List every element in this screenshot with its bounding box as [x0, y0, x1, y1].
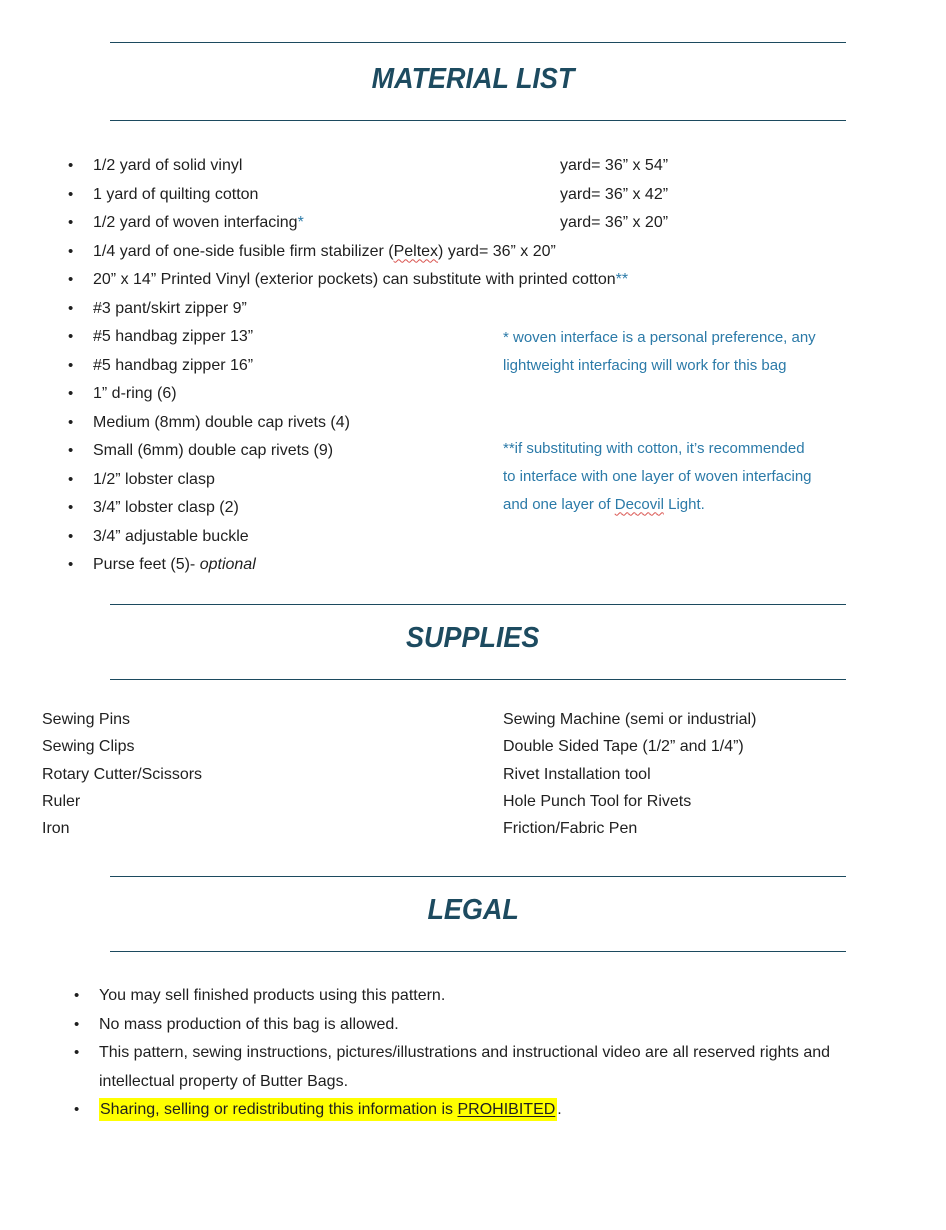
section-title-supplies	[0, 621, 946, 655]
legal-item: • You may sell finished products using this pattern.	[74, 982, 882, 1011]
divider-bottom-supplies	[110, 679, 846, 680]
supply-item: Rivet Installation tool	[503, 765, 651, 783]
list-item: • #5 handbag zipper 16”	[66, 352, 896, 381]
supplies-right-column	[503, 706, 943, 842]
section-title-legal	[0, 893, 946, 927]
legal-item: • No mass production of this bag is allowed.	[74, 1011, 882, 1040]
supply-item: Ruler	[42, 792, 81, 810]
list-item: • 3/4” adjustable buckle	[66, 523, 896, 552]
legal-item-highlighted	[74, 1096, 882, 1125]
note-line: lightweight interfacing will work for this bag	[503, 356, 787, 374]
list-item: • Small (6mm) double cap rivets (9)	[66, 437, 896, 466]
divider-top-supplies	[110, 604, 846, 605]
note-line: to interface with one layer of woven interfacing	[503, 467, 812, 485]
yardage-value: yard= 36” x 20”	[560, 214, 669, 231]
list-item: • 3/4” lobster clasp (2)	[66, 494, 896, 523]
spellcheck-word: Decovil	[614, 495, 664, 513]
section-title-legal-text: LEGAL	[427, 894, 519, 926]
divider-top-legal	[110, 876, 846, 877]
divider-bottom-material	[110, 120, 846, 121]
note-line: and one layer of Decovil Light.	[503, 495, 705, 513]
legal-list	[74, 982, 882, 1125]
footnote-mark: **	[615, 271, 629, 288]
legal-item: • This pattern, sewing instructions, pictures/illustrations and instructional video are all reserved rights and intellectual property of Butter Bags.	[74, 1039, 882, 1096]
highlighted-text: Sharing, selling or redistributing this information is PROHIBITED	[99, 1098, 557, 1121]
list-item: • 1/4 yard of one-side fusible firm stabilizer (Peltex) yard= 36” x 20”	[66, 238, 896, 267]
list-item: • 1/2” lobster clasp	[66, 466, 896, 495]
divider-bottom-legal	[110, 951, 846, 952]
list-item: • Purse feet (5)- optional	[66, 551, 896, 580]
supply-item: Friction/Fabric Pen	[503, 820, 638, 838]
note-woven-interface	[503, 324, 853, 380]
supplies-left-column	[42, 706, 482, 842]
list-item: • #3 pant/skirt zipper 9”	[66, 295, 896, 324]
list-item: • 20” x 14” Printed Vinyl (exterior pockets) can substitute with printed cotton**	[66, 266, 896, 295]
section-title-material-text: MATERIAL LIST	[371, 63, 575, 95]
list-item: • 1/2 yard of woven interfacing* yard= 36” x 20”	[66, 209, 896, 238]
list-item: • 1” d-ring (6)	[66, 380, 896, 409]
list-item: • 1 yard of quilting cotton yard= 36” x 42”	[66, 181, 896, 210]
yardage-value: yard= 36” x 54”	[560, 157, 669, 174]
yardage-value: yard= 36” x 42”	[560, 185, 669, 203]
list-item: • 1/2 yard of solid vinyl yard= 36” x 54”	[66, 152, 896, 181]
list-item: • #5 handbag zipper 13”	[66, 323, 896, 352]
supply-item: Iron	[42, 820, 70, 838]
supply-item: Double Sided Tape (1/2” and 1/4”)	[503, 738, 744, 756]
note-line: * woven interface is a personal preference, any	[503, 329, 816, 346]
spellcheck-word: Peltex	[393, 242, 439, 260]
supply-item: Sewing Pins	[42, 711, 131, 728]
supply-item: Rotary Cutter/Scissors	[42, 765, 203, 783]
supply-item: Sewing Machine (semi or industrial)	[503, 711, 757, 728]
note-line: **if substituting with cotton, it’s recommended	[503, 440, 805, 457]
footnote-mark: *	[297, 214, 304, 231]
divider-top-material	[110, 42, 846, 43]
prohibited-text: PROHIBITED	[457, 1101, 556, 1119]
note-cotton-substitute	[503, 435, 853, 518]
supply-item: Hole Punch Tool for Rivets	[503, 792, 692, 810]
section-title-material	[0, 62, 946, 96]
sentence-period: .	[557, 1101, 562, 1119]
supply-item: Sewing Clips	[42, 738, 135, 756]
section-title-supplies-text: SUPPLIES	[406, 622, 540, 654]
optional-label: optional	[199, 556, 256, 573]
list-item: • Medium (8mm) double cap rivets (4)	[66, 409, 896, 438]
